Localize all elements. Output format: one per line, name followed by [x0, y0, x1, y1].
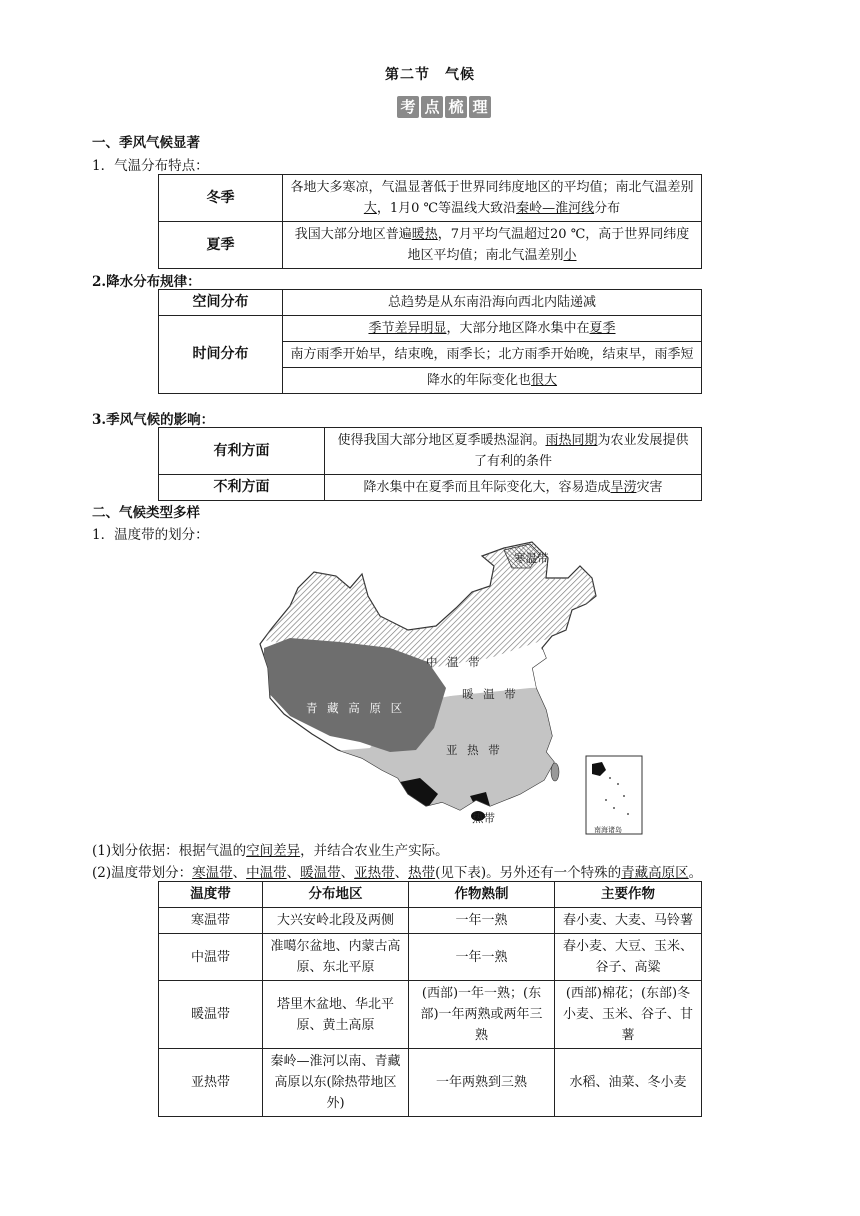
- good-label: 有利方面: [159, 428, 325, 475]
- temperature-zone-map: [250, 538, 650, 838]
- table-row: [159, 428, 702, 475]
- table-row: [159, 908, 702, 934]
- table-cell: 塔里木盆地、华北平原、黄土高原: [263, 981, 409, 1049]
- table-cell: 一年两熟到三熟: [409, 1049, 555, 1117]
- bad-text: 降水集中在夏季而且年际变化大，容易造成旱涝灾害: [325, 475, 702, 501]
- space-text: 总趋势是从东南沿海向西北内陆递减: [283, 290, 702, 316]
- table-cell: 一年一熟: [409, 908, 555, 934]
- label-cold-temperate: 寒温带: [514, 551, 549, 565]
- temperature-table: [158, 174, 702, 269]
- table-cell: 水稻、油菜、冬小麦: [555, 1049, 702, 1117]
- section-badge: [397, 96, 491, 118]
- table-cell: 大兴安岭北段及两侧: [263, 908, 409, 934]
- space-label: 空间分布: [159, 290, 283, 316]
- table-row: [159, 175, 702, 222]
- table-row: [159, 222, 702, 269]
- badge-char: 考: [397, 96, 419, 118]
- table-cell: 亚热带: [159, 1049, 263, 1117]
- header-cropping: 作物熟制: [409, 882, 555, 908]
- table-row: [159, 316, 702, 342]
- time-text-1: 季节差异明显，大部分地区降水集中在夏季: [283, 316, 702, 342]
- table-cell: 中温带: [159, 934, 263, 981]
- precipitation-table: [158, 289, 702, 394]
- subheading-temperature-zones: 1．温度带的划分：: [92, 527, 209, 543]
- table-cell: (西部)一年一熟；(东部)一年两熟或两年三熟: [409, 981, 555, 1049]
- table-cell: 寒温带: [159, 908, 263, 934]
- time-label: 时间分布: [159, 316, 283, 394]
- table-cell: 春小麦、大麦、马铃薯: [555, 908, 702, 934]
- page-title: 第二节 气候: [385, 67, 475, 83]
- label-subtropical: 亚 热 带: [446, 743, 503, 757]
- table-cell: 一年一熟: [409, 934, 555, 981]
- table-row: [159, 290, 702, 316]
- summer-label: 夏季: [159, 222, 283, 269]
- subheading-impact: 3.季风气候的影响：: [92, 412, 215, 428]
- table-cell: 春小麦、大豆、玉米、谷子、高粱: [555, 934, 702, 981]
- subheading-temperature: 1．气温分布特点：: [92, 158, 209, 174]
- time-text-2: 南方雨季开始早，结束晚，雨季长；北方雨季开始晚，结束早，雨季短: [283, 342, 702, 368]
- table-row: [159, 1049, 702, 1117]
- header-crops: 主要作物: [555, 882, 702, 908]
- table-cell: 准噶尔盆地、内蒙古高原、东北平原: [263, 934, 409, 981]
- bad-label: 不利方面: [159, 475, 325, 501]
- good-text: 使得我国大部分地区夏季暖热湿润。雨热同期为农业发展提供了有利的条件: [325, 428, 702, 475]
- heading-monsoon: 一、季风气候显著: [92, 135, 200, 151]
- header-zone: 温度带: [159, 882, 263, 908]
- winter-label: 冬季: [159, 175, 283, 222]
- label-qinghai-tibet-plateau: 青 藏 高 原 区: [306, 701, 406, 715]
- table-row: [159, 475, 702, 501]
- badge-char: 梳: [445, 96, 467, 118]
- table-row: [159, 981, 702, 1049]
- table-cell: (西部)棉花；(东部)冬小麦、玉米、谷子、甘薯: [555, 981, 702, 1049]
- table-row: [159, 934, 702, 981]
- winter-text: 各地大多寒凉，气温显著低于世界同纬度地区的平均值；南北气温差别大，1月0 ℃等温线大致沿秦岭—淮河线分布: [283, 175, 702, 222]
- badge-char: 理: [469, 96, 491, 118]
- label-warm-temperate: 暖 温 带: [462, 687, 519, 701]
- division-paragraph: (2)温度带划分：寒温带、中温带、暖温带、亚热带、热带(见下表)。另外还有一个特殊的青藏高原区。: [92, 865, 703, 881]
- badge-char: 点: [421, 96, 443, 118]
- table-header-row: [159, 882, 702, 908]
- temperature-zones-table: [158, 881, 702, 1117]
- impact-table: [158, 427, 702, 501]
- header-region: 分布地区: [263, 882, 409, 908]
- heading-climate-types: 二、气候类型多样: [92, 505, 200, 521]
- time-text-3: 降水的年际变化也很大: [283, 368, 702, 394]
- label-tropical: 热带: [472, 811, 495, 825]
- basis-paragraph: (1)划分依据：根据气温的空间差异，并结合农业生产实际。: [92, 843, 449, 859]
- label-south-china-sea-islands: 南海诸岛: [594, 826, 622, 834]
- subheading-precipitation: 2.降水分布规律：: [92, 274, 201, 290]
- table-cell: 秦岭—淮河以南、青藏高原以东(除热带地区外): [263, 1049, 409, 1117]
- label-mid-temperate: 中 温 带: [426, 655, 483, 669]
- table-cell: 暖温带: [159, 981, 263, 1049]
- summer-text: 我国大部分地区普遍暖热，7月平均气温超过20 ℃，高于世界同纬度地区平均值；南北气温差别小: [283, 222, 702, 269]
